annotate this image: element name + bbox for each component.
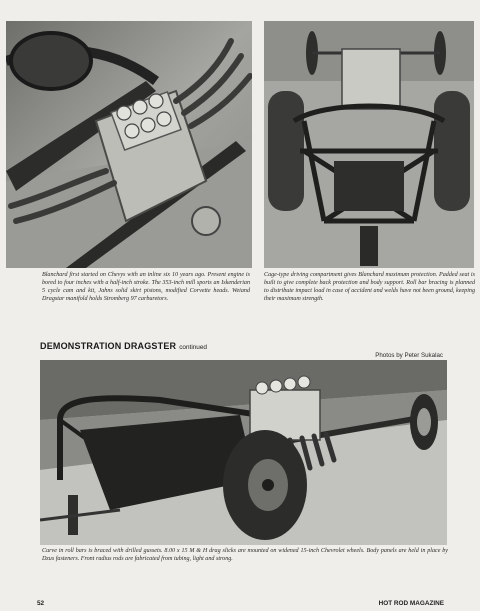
section-title: DEMONSTRATION DRAGSTER (40, 341, 177, 351)
engine-photo (6, 21, 252, 268)
page-number: 52 (37, 600, 45, 607)
cockpit-caption: Cage-type driving compartment gives Blanchard maximum protection. Padded seat is built to give complete back protection and body support. Roll bar bracing is planned to distribute impact load in case of accident and welds have not been ground, keeping their maximum strength. (264, 272, 475, 303)
magazine-name: HOT ROD MAGAZINE (378, 600, 444, 607)
section-heading (40, 341, 207, 351)
dragster-photo (40, 360, 447, 545)
continued-label: continued (179, 344, 207, 351)
engine-caption: Blanchard first started on Chevys with an inline six 10 years ago. Present engine is bored to four inches with a half-inch stroke. The 353-inch mill sports an Iskenderian 5 cycle cam and kit, Jahns solid skirt pistons, modified Corvette heads. Weiand Dragstar manifold holds Stromberg 97 carburetors. (42, 272, 250, 303)
dragster-caption: Curve in roll bars is braced with drilled gussets. 8.00 x 15 M & H drag slicks are mounted on widened 15-inch Chevrolet wheels. Body panels are held in place by Dzus fasteners. Front radius rods are fabricated from tubing, light and strong. (42, 548, 448, 563)
cockpit-photo (264, 21, 474, 268)
photo-credit: Photos by Peter Sukalac (375, 352, 443, 359)
